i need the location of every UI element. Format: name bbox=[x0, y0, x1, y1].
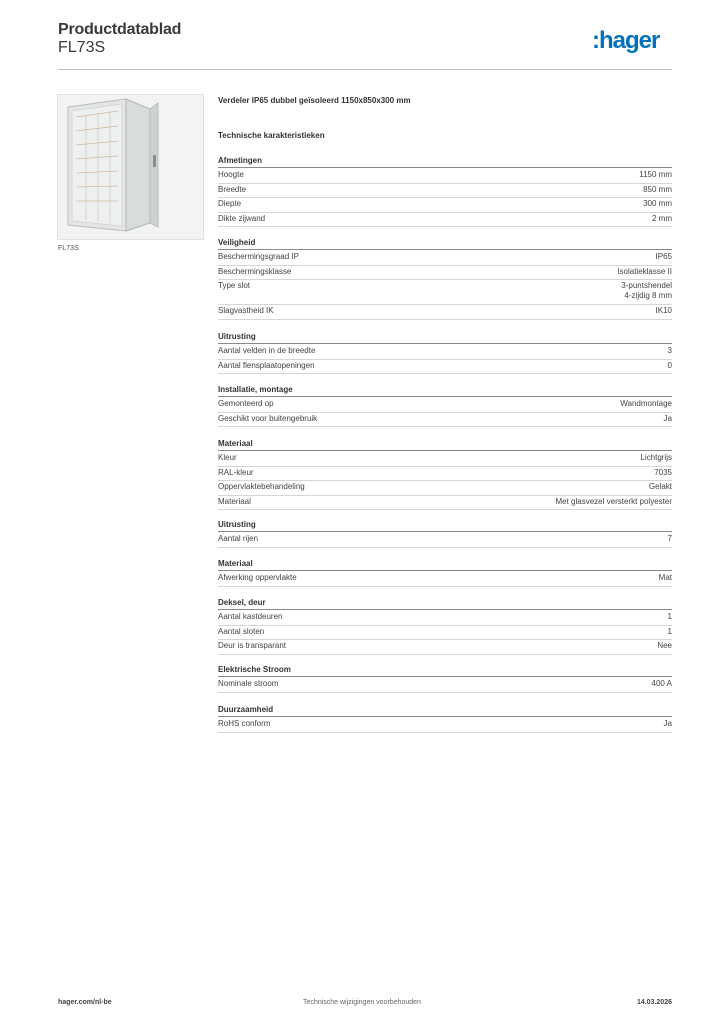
spec-value bbox=[659, 573, 672, 583]
spec-label: Oppervlaktebehandeling bbox=[218, 482, 305, 491]
spec-row bbox=[218, 611, 672, 626]
spec-label: Breedte bbox=[218, 184, 247, 194]
footer-date: 14.03.2026 bbox=[636, 999, 672, 1006]
spec-row bbox=[218, 496, 672, 511]
spec-value-line: 1 bbox=[667, 626, 672, 636]
spec-value bbox=[621, 281, 672, 301]
spec-row bbox=[218, 678, 672, 693]
spec-value-line: Ja bbox=[663, 413, 672, 423]
spec-row bbox=[218, 345, 672, 360]
spec-value bbox=[656, 306, 672, 316]
spec-value-line: 3 bbox=[667, 346, 672, 355]
spec-label: Aantal velden in de breedte bbox=[218, 346, 316, 355]
spec-label: Dikte zijwand bbox=[218, 213, 266, 223]
footer-website: hager.com/nl-be bbox=[58, 999, 112, 1006]
spec-label: Gemonteerd op bbox=[218, 399, 274, 408]
spec-value bbox=[657, 641, 672, 651]
spec-value-line: IP65 bbox=[655, 252, 672, 261]
spec-row bbox=[218, 533, 672, 548]
spec-label: Diepte bbox=[218, 199, 242, 208]
spec-label: Kleur bbox=[218, 453, 237, 462]
product-photo bbox=[57, 94, 204, 240]
spec-label: Aantal flensplaatopeningen bbox=[218, 360, 315, 370]
spec-value-line: 400 A bbox=[651, 679, 672, 688]
spec-value bbox=[620, 399, 672, 409]
spec-value bbox=[656, 252, 672, 262]
spec-row bbox=[218, 251, 672, 266]
spec-value bbox=[617, 267, 672, 277]
spec-label: Aantal kastdeuren bbox=[218, 612, 283, 621]
spec-label: Aantal sloten bbox=[218, 626, 265, 636]
spec-value-line: Wandmontage bbox=[620, 399, 672, 408]
spec-value bbox=[668, 627, 672, 637]
spec-row bbox=[218, 184, 672, 199]
spec-row bbox=[218, 640, 672, 655]
spec-label: RoHS conform bbox=[218, 719, 271, 728]
spec-value bbox=[654, 468, 672, 478]
spec-row bbox=[218, 198, 672, 213]
spec-value bbox=[649, 482, 672, 492]
spec-value-line: 1 bbox=[667, 612, 672, 621]
spec-value-line: 3-puntshendel bbox=[621, 281, 672, 290]
section-title: Duurzaamheid bbox=[218, 704, 672, 717]
spec-value bbox=[639, 170, 672, 180]
spec-value bbox=[664, 414, 672, 424]
spec-label: RAL-kleur bbox=[218, 467, 254, 477]
spec-row bbox=[218, 718, 672, 733]
cabinet-illustration bbox=[58, 95, 203, 239]
spec-value bbox=[668, 612, 672, 622]
spec-value-line: 4-zijdig 8 mm bbox=[624, 291, 672, 300]
spec-row bbox=[218, 467, 672, 482]
spec-value bbox=[643, 185, 672, 195]
spec-label: Materiaal bbox=[218, 496, 251, 506]
spec-value-line: 1150 mm bbox=[639, 170, 672, 179]
spec-label: Hoogte bbox=[218, 170, 244, 179]
spec-value-line: 7035 bbox=[654, 467, 672, 477]
spec-row bbox=[218, 626, 672, 641]
section-title: Installatie, montage bbox=[218, 384, 672, 397]
product-code: FL73S bbox=[58, 39, 106, 56]
spec-row bbox=[218, 169, 672, 184]
section-title: Materiaal bbox=[218, 558, 672, 571]
spec-value-line: Ja bbox=[663, 719, 672, 728]
spec-value bbox=[643, 199, 672, 209]
page-title: Productdatablad bbox=[58, 21, 182, 38]
spec-label: Aantal rijen bbox=[218, 534, 259, 543]
spec-value bbox=[668, 534, 672, 544]
spec-value bbox=[652, 214, 672, 224]
footer-notice: Technische wijzigingen voorbehouden bbox=[303, 999, 421, 1006]
spec-label: Slagvastheid IK bbox=[218, 306, 274, 315]
spec-row bbox=[218, 572, 672, 587]
hager-logo bbox=[592, 26, 674, 56]
spec-label: Nominale stroom bbox=[218, 679, 279, 688]
spec-value-line: Met glasvezel versterkt polyester bbox=[555, 496, 672, 506]
section-title: Materiaal bbox=[218, 438, 672, 451]
spec-value-line: IK10 bbox=[655, 306, 672, 315]
spec-value bbox=[668, 346, 672, 356]
spec-row bbox=[218, 452, 672, 467]
spec-label: Deur is transparant bbox=[218, 641, 287, 650]
spec-value-line: Gelakt bbox=[648, 482, 672, 491]
tech-heading: Technische karakteristieken bbox=[218, 131, 325, 140]
spec-row bbox=[218, 266, 672, 281]
section-title: Deksel, deur bbox=[218, 597, 672, 610]
section-title: Uitrusting bbox=[218, 331, 672, 344]
section-title: Elektrische Stroom bbox=[218, 664, 672, 677]
spec-value-line: 0 bbox=[667, 360, 672, 370]
spec-value bbox=[664, 719, 672, 729]
spec-value bbox=[668, 361, 672, 371]
spec-row bbox=[218, 280, 672, 305]
spec-value-line: Nee bbox=[657, 641, 672, 650]
spec-value-line: Mat bbox=[658, 573, 672, 582]
spec-label: Afwerking oppervlakte bbox=[218, 573, 297, 582]
spec-row bbox=[218, 413, 672, 428]
spec-value-line: 2 mm bbox=[652, 213, 672, 223]
header-divider bbox=[58, 69, 672, 70]
section-title: Veiligheid bbox=[218, 237, 672, 250]
spec-value-line: 7 bbox=[667, 534, 672, 543]
spec-value bbox=[556, 497, 673, 507]
spec-row bbox=[218, 481, 672, 496]
spec-value bbox=[652, 679, 672, 689]
section-title: Afmetingen bbox=[218, 155, 672, 168]
spec-value-line: Lichtgrijs bbox=[640, 453, 672, 462]
spec-row bbox=[218, 360, 672, 375]
spec-label: Beschermingsklasse bbox=[218, 266, 292, 276]
spec-value-line: 850 mm bbox=[643, 184, 672, 194]
spec-label: Beschermingsgraad IP bbox=[218, 252, 299, 261]
spec-value bbox=[640, 453, 672, 463]
spec-row bbox=[218, 398, 672, 413]
spec-row bbox=[218, 305, 672, 320]
logo-text: :hager bbox=[592, 27, 660, 54]
section-title: Uitrusting bbox=[218, 519, 672, 532]
photo-caption: FL73S bbox=[58, 245, 79, 252]
spec-value-line: Isolatieklasse II bbox=[617, 266, 672, 276]
spec-row bbox=[218, 213, 672, 228]
spec-label: Type slot bbox=[218, 281, 251, 290]
spec-value-line: 300 mm bbox=[643, 199, 672, 208]
spec-label: Geschikt voor buitengebruik bbox=[218, 413, 318, 423]
product-description: Verdeler IP65 dubbel geïsoleerd 1150x850x300 mm bbox=[218, 96, 411, 105]
